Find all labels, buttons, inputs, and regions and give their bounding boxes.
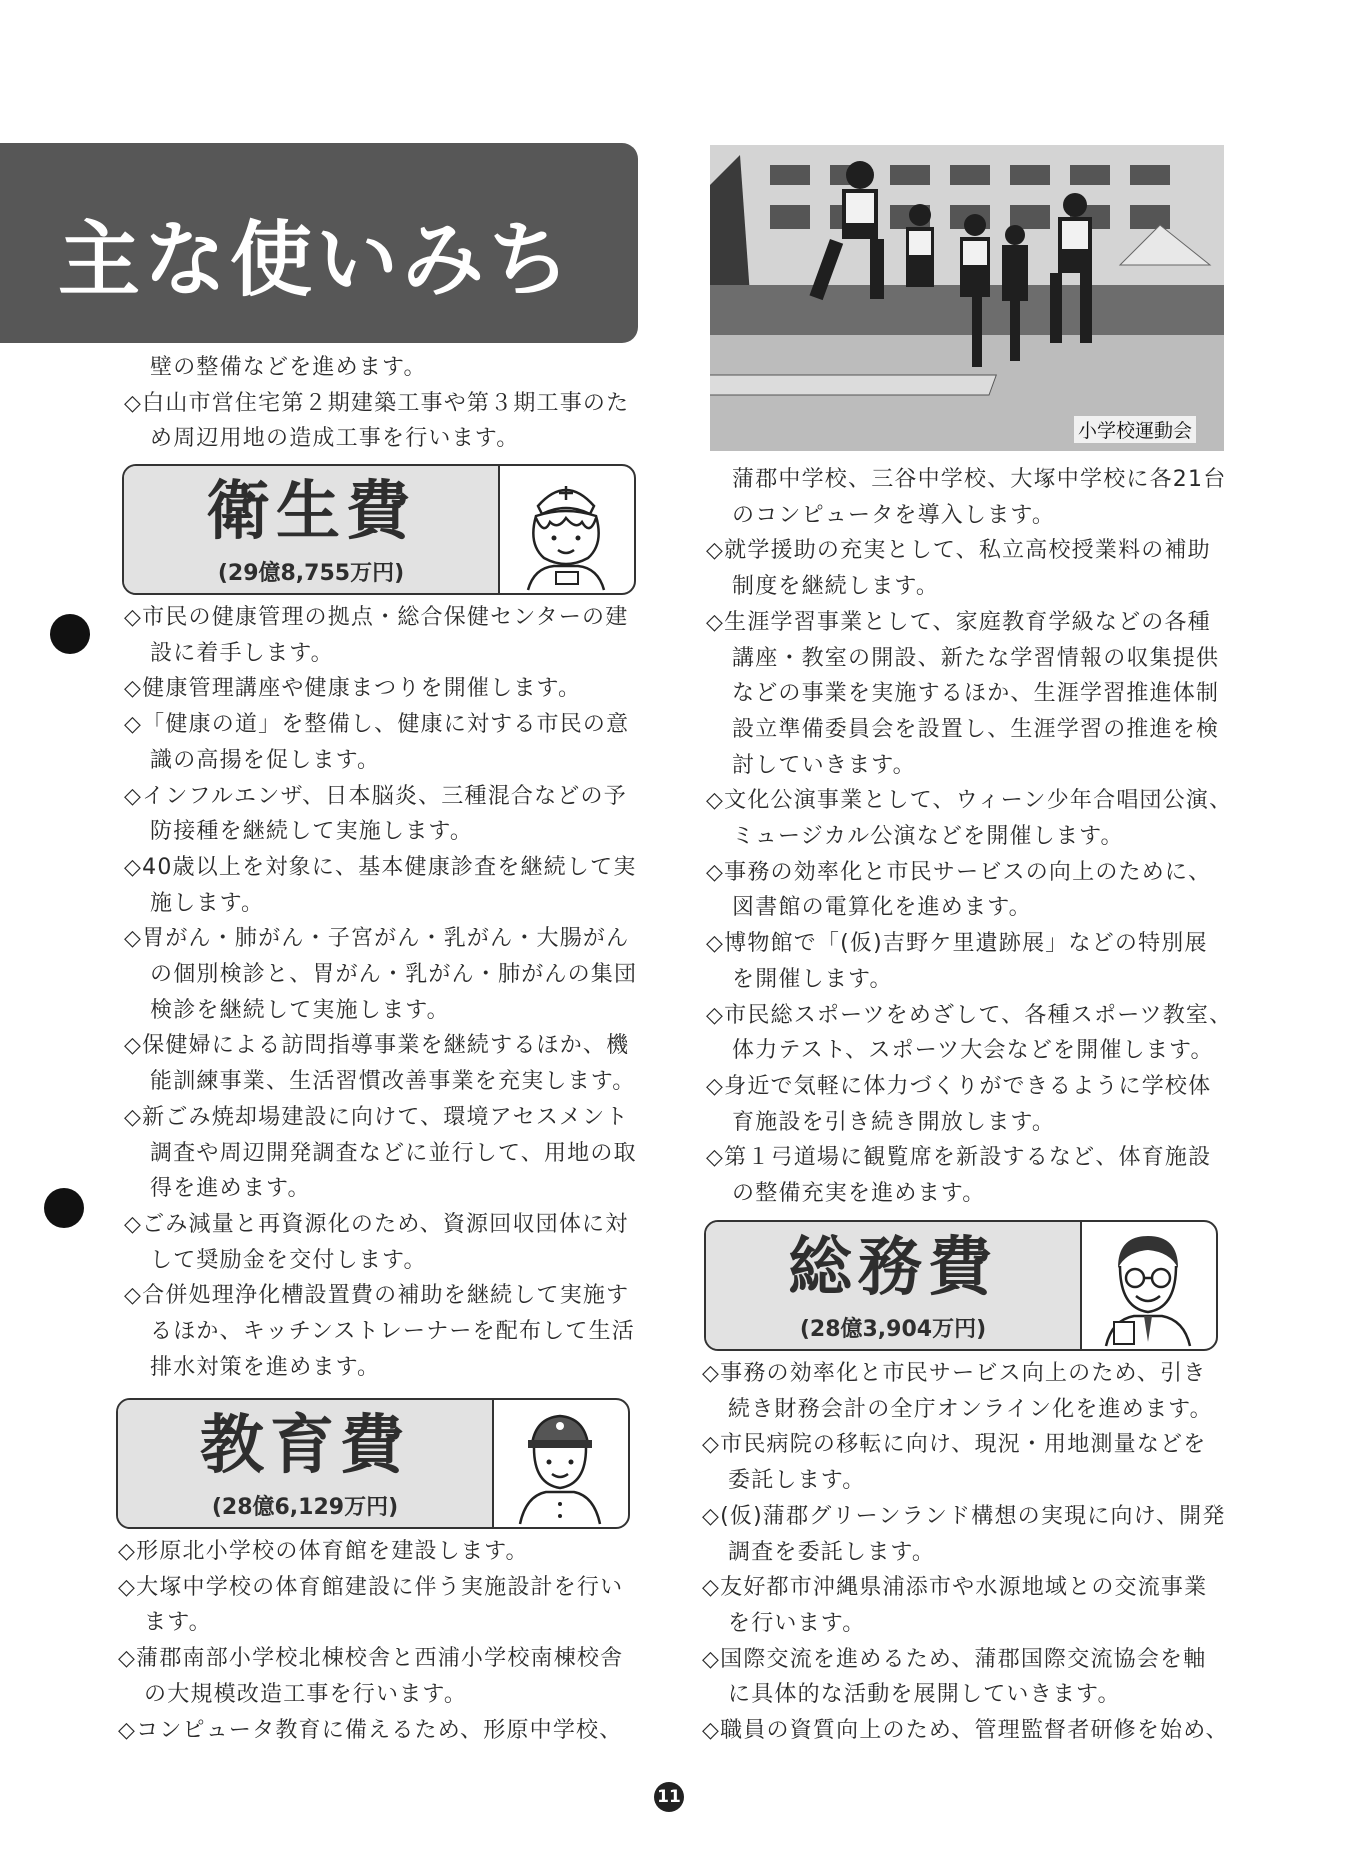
category-title: 教育費 bbox=[200, 1409, 410, 1483]
list-item-continuation: め周辺用地の造成工事を行います。 bbox=[150, 426, 520, 452]
list-item: ◇生涯学習事業として、家庭教育学級などの各種 bbox=[706, 609, 1211, 635]
list-item-continuation: 蒲郡中学校、三谷中学校、大塚中学校に各21台 bbox=[732, 467, 1227, 492]
list-item: ◇友好都市沖縄県浦添市や水源地域との交流事業 bbox=[702, 1575, 1208, 1601]
list-item-continuation: るほか、キッチンストレーナーを配布して生活 bbox=[150, 1319, 636, 1345]
list-item-continuation: を開催します。 bbox=[732, 966, 893, 992]
list-item-continuation: 制度を継続します。 bbox=[732, 574, 940, 600]
list-item: ◇市民総スポーツをめざして、各種スポーツ教室、 bbox=[706, 1002, 1233, 1028]
list-item-continuation: 壁の整備などを進めます。 bbox=[150, 355, 427, 380]
list-item-continuation: 得を進めます。 bbox=[150, 1176, 311, 1202]
nurse-illustration-icon bbox=[498, 466, 634, 593]
list-item: ◇事務の効率化と市民サービスの向上のために、 bbox=[706, 859, 1212, 885]
list-item-continuation: 設に着手します。 bbox=[150, 640, 334, 666]
category-amount: (29億8,755万円) bbox=[217, 561, 405, 586]
list-item: ◇健康管理講座や健康まつりを開催します。 bbox=[124, 676, 582, 702]
list-item-continuation: 講座・教室の開設、新たな学習情報の収集提供 bbox=[732, 645, 1220, 671]
list-item-continuation: 討していきます。 bbox=[732, 752, 916, 778]
list-item: ◇事務の効率化と市民サービス向上のため、引き bbox=[702, 1361, 1207, 1386]
intro-text bbox=[124, 350, 644, 457]
page-title: 主な使いみち bbox=[58, 213, 575, 308]
somu-items bbox=[702, 1356, 1242, 1749]
kyoiku-items-left bbox=[118, 1534, 644, 1748]
list-item: ◇就学援助の充実として、私立高校授業料の補助 bbox=[706, 538, 1211, 564]
list-item: ◇職員の資質向上のため、管理監督者研修を始め、 bbox=[702, 1718, 1229, 1744]
list-item: ◇蒲郡南部小学校北棟校舎と西浦小学校南棟校舎 bbox=[118, 1646, 624, 1672]
category-heading-eisei bbox=[122, 464, 636, 595]
list-item-continuation: 設立準備委員会を設置し、生涯学習の推進を検 bbox=[732, 716, 1220, 742]
list-item: ◇コンピュータ教育に備えるため、形原中学校、 bbox=[118, 1717, 623, 1743]
school-sports-day-photo bbox=[710, 145, 1224, 451]
list-item-continuation: ミュージカル公演などを開催します。 bbox=[732, 824, 1124, 850]
list-item: ◇新ごみ焼却場建設に向けて、環境アセスメント bbox=[124, 1104, 629, 1130]
list-item-continuation: に具体的な活動を展開していきます。 bbox=[728, 1682, 1121, 1708]
list-item: ◇合併処理浄化槽設置費の補助を継続して実施す bbox=[124, 1283, 630, 1309]
category-heading-kyoiku bbox=[116, 1398, 630, 1529]
list-item-continuation: 続き財務会計の全庁オンライン化を進めます。 bbox=[728, 1396, 1213, 1422]
list-item-continuation: の個別検診と、胃がん・乳がん・肺がんの集団 bbox=[150, 962, 638, 988]
list-item-continuation: 委託します。 bbox=[728, 1468, 866, 1494]
official-illustration-icon bbox=[1080, 1222, 1216, 1349]
punch-hole-dot bbox=[50, 614, 90, 654]
list-item-continuation: 排水対策を進めます。 bbox=[150, 1354, 381, 1380]
list-item-continuation: 育施設を引き続き開放します。 bbox=[732, 1109, 1056, 1135]
list-item: ◇インフルエンザ、日本脳炎、三種混合などの予 bbox=[124, 783, 627, 809]
list-item-continuation: 施します。 bbox=[150, 890, 265, 916]
list-item: ◇ごみ減量と再資源化のため、資源回収団体に対 bbox=[124, 1211, 629, 1237]
list-item: ◇市民の健康管理の拠点・総合保健センターの建 bbox=[124, 605, 629, 630]
list-item: ◇国際交流を進めるため、蒲郡国際交流協会を軸 bbox=[702, 1646, 1207, 1672]
list-item: ◇市民病院の移転に向け、現況・用地測量などを bbox=[702, 1432, 1207, 1458]
category-title: 衛生費 bbox=[206, 475, 416, 549]
list-item-continuation: のコンピュータを導入します。 bbox=[732, 502, 1056, 528]
list-item-continuation: の整備充実を進めます。 bbox=[732, 1181, 986, 1207]
list-item: ◇大塚中学校の体育館建設に伴う実施設計を行い bbox=[118, 1574, 624, 1600]
list-item-continuation: 能訓練事業、生活習慣改善事業を充実します。 bbox=[150, 1069, 636, 1095]
list-item-continuation: 調査や周辺開発調査などに並行して、用地の取 bbox=[150, 1140, 637, 1166]
list-item: ◇第１弓道場に観覧席を新設するなど、体育施設 bbox=[706, 1145, 1212, 1171]
eisei-items bbox=[124, 600, 644, 1385]
list-item: ◇文化公演事業として、ウィーン少年合唱団公演、 bbox=[706, 788, 1233, 814]
list-item: ◇40歳以上を対象に、基本健康診査を継続して実 bbox=[124, 854, 637, 880]
kyoiku-items-right bbox=[706, 462, 1236, 1212]
student-illustration-icon bbox=[492, 1400, 628, 1527]
page-number: 11 bbox=[654, 1782, 684, 1812]
list-item: ◇博物館で「(仮)吉野ケ里遺跡展」などの特別展 bbox=[706, 931, 1208, 957]
list-item-continuation: ます。 bbox=[144, 1610, 212, 1636]
list-item-continuation: などの事業を実施するほか、生涯学習推進体制 bbox=[732, 681, 1220, 707]
category-amount: (28億3,904万円) bbox=[799, 1317, 987, 1342]
list-item-continuation: 図書館の電算化を進めます。 bbox=[732, 895, 1032, 921]
list-item-continuation: 調査を委託します。 bbox=[728, 1539, 936, 1565]
list-item-continuation: 防接種を継続して実施します。 bbox=[150, 819, 474, 845]
list-item: ◇胃がん・肺がん・子宮がん・乳がん・大腸がん bbox=[124, 926, 630, 952]
list-item: ◇白山市営住宅第２期建築工事や第３期工事のた bbox=[124, 390, 630, 416]
photo-caption: 小学校運動会 bbox=[1074, 416, 1196, 443]
list-item: ◇(仮)蒲郡グリーンランド構想の実現に向け、開発 bbox=[702, 1503, 1226, 1529]
list-item: ◇身近で気軽に体力づくりができるように学校体 bbox=[706, 1073, 1212, 1099]
list-item: ◇保健婦による訪問指導事業を継続するほか、機 bbox=[124, 1033, 630, 1059]
category-heading-somu bbox=[704, 1220, 1218, 1351]
category-title: 総務費 bbox=[788, 1231, 998, 1305]
list-item-continuation: して奨励金を交付します。 bbox=[150, 1247, 427, 1273]
list-item: ◇「健康の道」を整備し、健康に対する市民の意 bbox=[124, 712, 630, 738]
list-item-continuation: 識の高揚を促します。 bbox=[150, 747, 381, 773]
category-amount: (28億6,129万円) bbox=[211, 1495, 399, 1520]
list-item-continuation: 検診を継続して実施します。 bbox=[150, 997, 450, 1023]
list-item-continuation: 体力テスト、スポーツ大会などを開催します。 bbox=[732, 1038, 1214, 1064]
list-item-continuation: の大規模改造工事を行います。 bbox=[144, 1681, 468, 1707]
list-item: ◇形原北小学校の体育館を建設します。 bbox=[118, 1539, 529, 1564]
list-item-continuation: を行います。 bbox=[728, 1610, 866, 1636]
punch-hole-dot bbox=[44, 1188, 84, 1228]
